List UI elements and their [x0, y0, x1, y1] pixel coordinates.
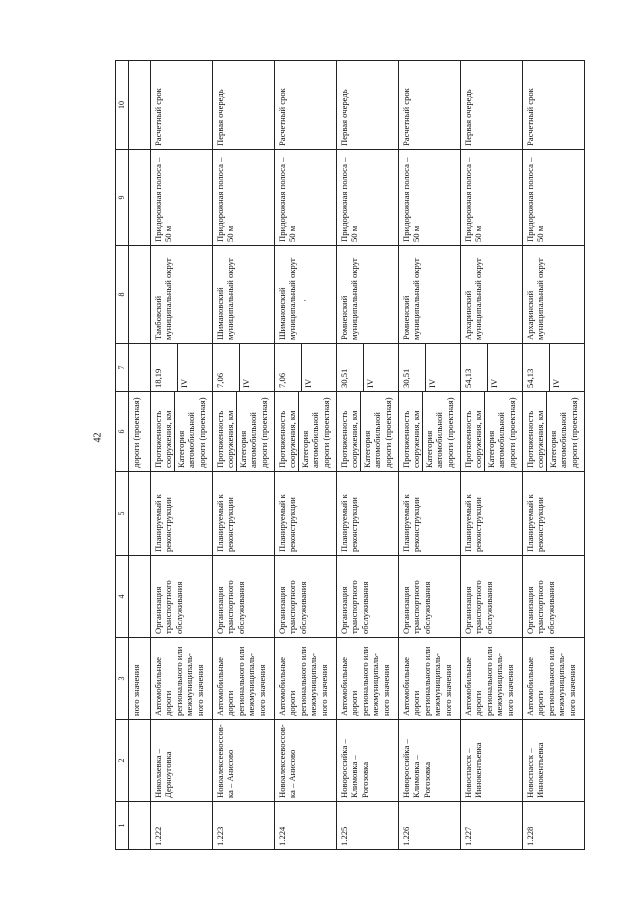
continuation-col3: ного значения [129, 638, 151, 720]
road-category: Автомобильные дороги регионального или межмуниципаль-ного значения [275, 638, 337, 720]
road-status: Планируемый к реконструкции [151, 472, 213, 556]
col-num-10: 10 [116, 61, 129, 150]
param-category-value: IV [487, 344, 499, 391]
col-num-7: 7 [116, 344, 129, 392]
protection-zone: Придорожная полоса – 50 м [461, 150, 523, 246]
parameter-names [461, 392, 523, 472]
continuation-col6: дороги (проектная) [129, 392, 151, 472]
protection-zone: Придорожная полоса – 50 м [213, 150, 275, 246]
municipal-okrug: Ромненский муниципальный округ [337, 246, 399, 344]
param-length-label: Протяженность сооружения, км [339, 410, 360, 468]
table-row [275, 61, 337, 850]
road-status: Планируемый к реконструкции [523, 472, 585, 556]
table-row [399, 61, 461, 850]
parameter-values [399, 344, 461, 392]
protection-zone: Придорожная полоса – 50 м [337, 150, 399, 246]
param-length-value: 7,06 [215, 372, 225, 388]
table-row [151, 61, 213, 850]
road-name: Новоалексеевоссов-ка – Анисово [213, 720, 275, 802]
col-num-4: 4 [116, 556, 129, 638]
parameter-values [151, 344, 213, 392]
row-number: 1.224 [275, 802, 337, 850]
municipal-okrug: Архаринский муниципальный округ [461, 246, 523, 344]
road-name: Новоалексеевоссов-ка – Анисово [275, 720, 337, 802]
parameter-names [523, 392, 585, 472]
implementation-term: Расчетный срок [399, 61, 461, 150]
protection-zone: Придорожная полоса – 50 м [399, 150, 461, 246]
row-number: 1.226 [399, 802, 461, 850]
param-length-value: 18,19 [153, 368, 163, 388]
param-category-value: IV [239, 344, 251, 391]
col-num-6: 6 [116, 392, 129, 472]
parameter-values [213, 344, 275, 392]
objects-table [115, 60, 585, 850]
parameter-values [275, 344, 337, 392]
param-category-value: IV [425, 344, 437, 391]
param-length-label: Протяженность сооружения, км [215, 410, 236, 468]
param-category-label: Категория автомобильной дороги (проектная) [546, 392, 579, 471]
road-status: Планируемый к реконструкции [399, 472, 461, 556]
road-purpose: Организация транспортного обслуживания [461, 556, 523, 638]
road-category: Автомобильные дороги регионального или межмуниципаль-ного значения [399, 638, 461, 720]
implementation-term: Первая очередь [213, 61, 275, 150]
page-number: 42 [92, 432, 104, 443]
protection-zone: Придорожная полоса – 50 м [151, 150, 213, 246]
row-number: 1.222 [151, 802, 213, 850]
param-category-value: IV [301, 344, 313, 391]
road-category: Автомобильные дороги регионального или межмуниципаль-ного значения [337, 638, 399, 720]
param-category-label: Категория автомобильной дороги (проектная) [298, 392, 331, 471]
param-category-label: Категория автомобильной дороги (проектная) [236, 392, 269, 471]
implementation-term: Первая очередь [461, 61, 523, 150]
param-category-label: Категория автомобильной дороги (проектная) [360, 392, 393, 471]
implementation-term: Расчетный срок [151, 61, 213, 150]
param-length-value: 54,13 [463, 368, 473, 388]
road-purpose: Организация транспортного обслуживания [213, 556, 275, 638]
implementation-term: Расчетный срок [275, 61, 337, 150]
col-num-5: 5 [116, 472, 129, 556]
table-row [213, 61, 275, 850]
param-category-label: Категория автомобильной дороги (проектная) [422, 392, 455, 471]
param-length-label: Протяженность сооружения, км [525, 410, 546, 468]
road-status: Планируемый к реконструкции [213, 472, 275, 556]
road-name: Николаевка – Дерноуговка [151, 720, 213, 802]
parameter-names [213, 392, 275, 472]
row-number: 1.223 [213, 802, 275, 850]
road-category: Автомобильные дороги регионального или межмуниципаль-ного значения [523, 638, 585, 720]
road-category: Автомобильные дороги регионального или межмуниципаль-ного значения [461, 638, 523, 720]
param-length-value: 7,06 [277, 372, 287, 388]
implementation-term: Расчетный срок [523, 61, 585, 150]
protection-zone: Придорожная полоса – 50 м [275, 150, 337, 246]
param-category-label: Категория автомобильной дороги (проектная) [174, 392, 207, 471]
col-num-8: 8 [116, 246, 129, 344]
param-length-label: Протяженность сооружения, км [463, 410, 484, 468]
road-purpose: Организация транспортного обслуживания [399, 556, 461, 638]
param-length-label: Протяженность сооружения, км [153, 410, 174, 468]
col-num-9: 9 [116, 150, 129, 246]
row-number: 1.228 [523, 802, 585, 850]
municipal-okrug: Ромненский муниципальный округ [399, 246, 461, 344]
road-name: Новоспасск – Иннокентьевка [523, 720, 585, 802]
parameter-names [399, 392, 461, 472]
road-category: Автомобильные дороги регионального или межмуниципаль-ного значения [213, 638, 275, 720]
column-numbers-row [116, 61, 129, 850]
param-category-value: IV [549, 344, 561, 391]
road-status: Планируемый к реконструкции [275, 472, 337, 556]
col-num-1: 1 [116, 802, 129, 850]
municipal-okrug: Шимановский муниципальный округ [213, 246, 275, 344]
municipal-okrug: Архаринский муниципальный округ [523, 246, 585, 344]
table-row [337, 61, 399, 850]
col-num-3: 3 [116, 638, 129, 720]
road-name: Новороссийка – Климовка – Рогозовка [399, 720, 461, 802]
municipal-okrug: Шимановский муниципальный округ [275, 246, 337, 344]
parameter-names [337, 392, 399, 472]
road-status: Планируемый к реконструкции [461, 472, 523, 556]
parameter-values [337, 344, 399, 392]
table-frame [115, 61, 580, 850]
param-length-label: Протяженность сооружения, км [277, 410, 298, 468]
table-row [461, 61, 523, 850]
row-number: 1.225 [337, 802, 399, 850]
road-name: Новоспасск – Иннокентьевка [461, 720, 523, 802]
col-num-2: 2 [116, 720, 129, 802]
param-length-value: 30,51 [339, 368, 349, 388]
road-name: Новороссийка – Климовка – Рогозовка [337, 720, 399, 802]
row-number: 1.227 [461, 802, 523, 850]
road-purpose: Организация транспортного обслуживания [337, 556, 399, 638]
municipal-okrug: Тамбовский муниципальный округ [151, 246, 213, 344]
param-category-value: IV [363, 344, 375, 391]
parameter-names [275, 392, 337, 472]
protection-zone: Придорожная полоса – 50 м [523, 150, 585, 246]
continuation-row [129, 61, 151, 850]
rotated-table [115, 61, 580, 850]
road-purpose: Организация транспортного обслуживания [275, 556, 337, 638]
parameter-names [151, 392, 213, 472]
parameter-values [461, 344, 523, 392]
road-purpose: Организация транспортного обслуживания [523, 556, 585, 638]
road-status: Планируемый к реконструкции [337, 472, 399, 556]
param-length-value: 54,13 [525, 368, 535, 388]
param-length-label: Протяженность сооружения, км [401, 410, 422, 468]
road-purpose: Организация транспортного обслуживания [151, 556, 213, 638]
param-category-value: IV [177, 344, 189, 391]
table-row [523, 61, 585, 850]
parameter-values [523, 344, 585, 392]
param-length-value: 30,51 [401, 368, 411, 388]
road-category: Автомобильные дороги регионального или межмуниципаль-ного значения [151, 638, 213, 720]
implementation-term: Первая очередь [337, 61, 399, 150]
param-category-label: Категория автомобильной дороги (проектная) [484, 392, 517, 471]
